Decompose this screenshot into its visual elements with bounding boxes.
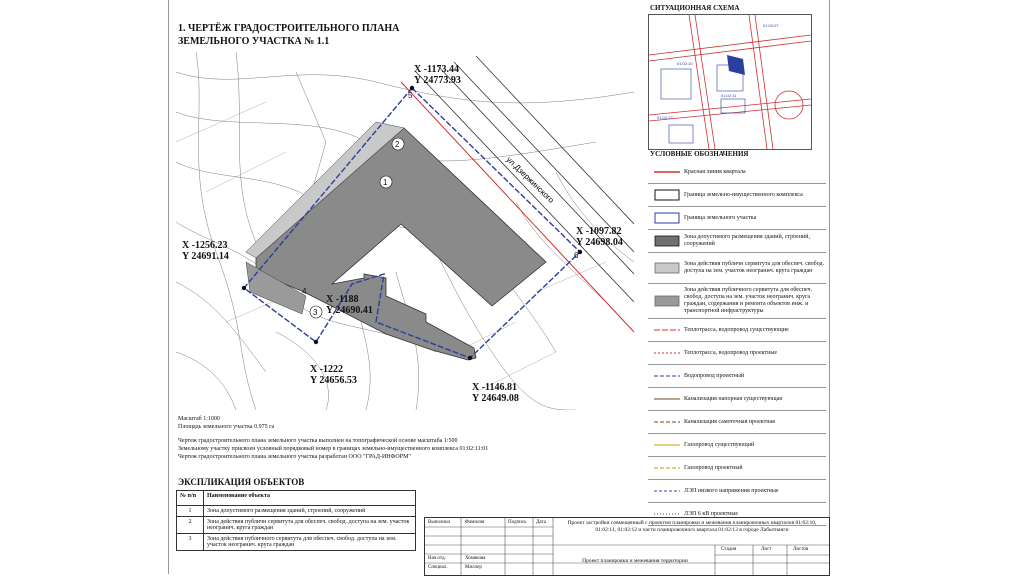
coord-y: Y 24698.04 (576, 237, 623, 248)
legend-item: Теплотрасса, водопровод существующие (648, 319, 826, 342)
table-row (177, 534, 416, 551)
legend-item: ЛЭП низкого напряжения проектные (648, 480, 826, 503)
coord-x: X -1097.82 (576, 226, 622, 237)
coord-x: X -1222 (310, 364, 344, 375)
legend-title: УСЛОВНЫЕ ОБОЗНАЧЕНИЯ (650, 150, 749, 158)
coord-x: X -1173.44 (414, 64, 459, 75)
project-description: Проект застройки совмещенный с проектом планировки и межевания планировочных кварталов 01:02:10, 01:02:11, 01:02:12 и части планировочного квартала 01:02:13 в городе Лабытнанги (567, 520, 817, 533)
row-name: Зона допустимого размещения зданий, строений, сооружений (204, 506, 416, 517)
sit-label-4: 01:02:12 (657, 115, 673, 120)
legend-item: Водопровод проектный (648, 365, 826, 388)
table-row (177, 506, 416, 517)
legend-item: Зона действия публичного сервитута для обеспеч. свобод. доступа на зем. участок неогранич. круга граждан, содержания и ремонта объектов инж. и транспортной инфраструктуры (648, 284, 826, 319)
stamp-person-1: Хомякова (465, 556, 486, 561)
complex-boundary-symbol (654, 188, 680, 202)
stamp-sheet: Лист (761, 547, 772, 552)
row-name: Зона действия публичн сервитута для обеспеч. свобод. доступа на зем. участок неогранич. круга граждан (204, 517, 416, 534)
legend-item: Канализация самотечная проектная (648, 411, 826, 434)
legend-item: Канализация напорная существующая (648, 388, 826, 411)
coord-y: Y 24691.14 (182, 251, 229, 262)
table-row (177, 517, 416, 534)
scale-note: Масштаб 1:1000 (178, 416, 220, 422)
drawing-title (178, 22, 399, 48)
legend-item: Граница земельно-имущественного комплекса (648, 184, 826, 207)
point-label-5: 5 (408, 91, 413, 100)
coord-point-1 (472, 382, 519, 404)
table-header-row (177, 491, 416, 506)
sewer-gravity-symbol (654, 415, 680, 429)
heat-water-planned-symbol (654, 346, 680, 360)
stamp-header-2: Фамилия (465, 520, 485, 525)
title-line-2: ЗЕМЕЛЬНОГО УЧАСТКА № 1.1 (178, 36, 330, 47)
legend-item: Зона действия публичн сервитута для обеспеч. свобод. доступа на зем. участок неогранич. круга граждан (648, 253, 826, 284)
sit-label-3: 01:02:11 (721, 93, 737, 98)
stamp-stage: Стадия (721, 547, 737, 552)
coord-y: Y 24649.08 (472, 393, 519, 404)
sit-label-2: 01:02:10 (677, 61, 693, 66)
coord-point-2 (310, 364, 357, 386)
legend-item: Граница земельного участка (648, 207, 826, 230)
coord-point-3 (182, 240, 229, 262)
row-name: Зона действия публичного сервитута для обеспеч. свобод. доступа на зем. участок неогранич. круга граждан (204, 534, 416, 551)
explication-table (176, 490, 416, 551)
coord-y: Y 24690.41 (326, 305, 373, 316)
coord-y: Y 24656.53 (310, 375, 357, 386)
stamp-sheets: Листов (793, 547, 809, 552)
heat-water-existing-symbol (654, 323, 680, 337)
legend-item: Теплотрасса, водопровод проектные (648, 342, 826, 365)
servitude-zone-symbol (654, 261, 680, 275)
legend-item: Красная линия квартала (648, 161, 826, 184)
situation-title: СИТУАЦИОННАЯ СХЕМА (650, 4, 740, 12)
building-zone-symbol (654, 234, 680, 248)
legend-item: ЛЭП 6 кВ проектные (648, 503, 826, 526)
explication-title: ЭКСПЛИКАЦИЯ ОБЪЕКТОВ (178, 477, 305, 487)
point-label-6: 6 (574, 251, 579, 260)
stamp-role-2: Специал. (428, 565, 448, 570)
gas-existing-symbol (654, 438, 680, 452)
coord-point-4 (326, 294, 373, 316)
legend-item: Газопровод проектный (648, 457, 826, 480)
stamp-header-3: Подпись (508, 520, 527, 525)
row-num: 3 (177, 534, 204, 551)
street-label: ул.Дзержинского (504, 154, 556, 205)
point-label-1: 1 (383, 178, 388, 187)
power-low-symbol (654, 484, 680, 498)
point-label-2: 2 (395, 140, 400, 149)
coord-x: X -1256.23 (182, 240, 228, 251)
coord-x: X -1146.81 (472, 382, 517, 393)
coord-x: X -1188 (326, 294, 359, 305)
situation-map (648, 14, 812, 150)
drawing-notes (178, 415, 488, 461)
title-line-1: 1. ЧЕРТЁЖ ГРАДОСТРОИТЕЛЬНОГО ПЛАНА (178, 23, 400, 34)
gas-planned-symbol (654, 461, 680, 475)
stamp-header-4: Дата (536, 520, 546, 525)
water-planned-symbol (654, 369, 680, 383)
point-label-4: 4 (302, 287, 307, 296)
servitude-zone-2-symbol (654, 294, 680, 308)
header-num: № п/п (177, 491, 204, 506)
sit-label-1: 01:02:07 (763, 23, 779, 28)
stamp-role-1: Нач.отд. (428, 556, 446, 561)
note-line-3: Чертеж градостроительного плана земельного участка разработан ООО "ГРАД-ИНФОРМ" (178, 454, 411, 460)
stamp-person-2: Миллер (465, 565, 482, 570)
red-line-symbol (654, 165, 680, 179)
note-line-2: Земельному участку присвоен условный порядковый номер в границах земельно-имущественного комплекса 01:02:11:01 (178, 446, 489, 452)
sewer-pressure-symbol (654, 392, 680, 406)
legend-item: Газопровод существующий (648, 434, 826, 457)
legend-item: Зона допустимого размещения зданий, строений, сооружений (648, 230, 826, 253)
parcel-boundary-symbol (654, 211, 680, 225)
site-plan-map (176, 52, 634, 410)
legend (648, 161, 826, 526)
area-note: Площадь земельного участка 0.975 га (178, 424, 275, 430)
stamp-header-1: Выполнил (428, 520, 451, 525)
header-name: Наименование объекта (204, 491, 416, 506)
coord-point-5 (414, 64, 461, 86)
coord-y: Y 24773.93 (414, 75, 461, 86)
project-subtitle: Проект планировки и межевания территории (582, 558, 688, 564)
note-line-1: Чертеж градостроительного плана земельного участка выполнен на топографической основе масштаба 1:500 (178, 438, 458, 444)
power-6kv-symbol (654, 507, 680, 521)
point-label-3: 3 (313, 308, 318, 317)
coord-point-6 (576, 226, 623, 248)
row-num: 2 (177, 517, 204, 534)
row-num: 1 (177, 506, 204, 517)
